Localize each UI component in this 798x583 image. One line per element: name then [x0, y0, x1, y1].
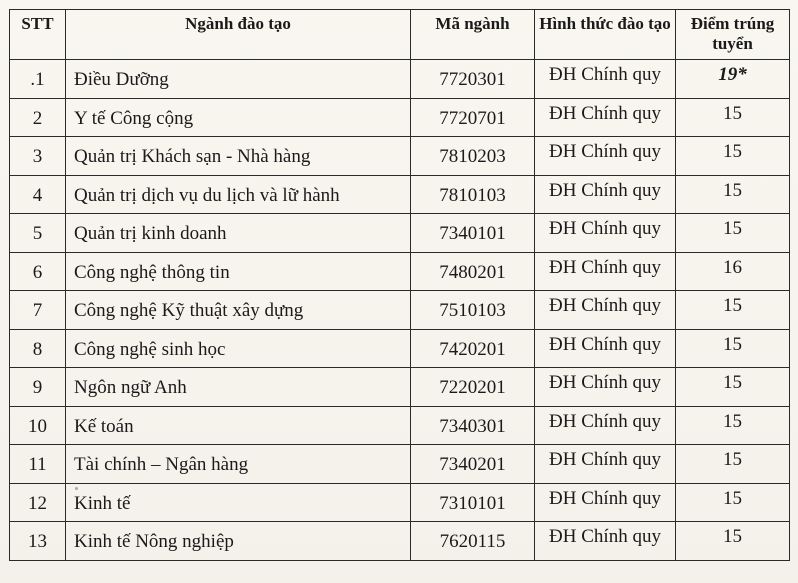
row-stt-cell: 6: [10, 252, 66, 291]
table-row: [10, 175, 790, 214]
table-body: [10, 60, 790, 561]
row-admission-score-cell: 15: [676, 214, 790, 253]
table-row: [10, 406, 790, 445]
row-admission-score-cell: 15: [676, 329, 790, 368]
row-training-form-cell: ĐH Chính quy: [535, 214, 676, 253]
row-admission-score-cell: 15: [676, 137, 790, 176]
row-admission-score-cell: 15: [676, 406, 790, 445]
table-row: [10, 483, 790, 522]
row-program-name-cell: Điều Dưỡng: [66, 60, 411, 99]
row-program-code-cell: 7340101: [411, 214, 535, 253]
table-row: [10, 445, 790, 484]
row-program-name-cell: Tài chính – Ngân hàng: [66, 445, 411, 484]
row-stt-cell: 4: [10, 175, 66, 214]
table-header-row: [10, 10, 790, 60]
row-program-code-cell: 7220201: [411, 368, 535, 407]
row-admission-score-cell: 15: [676, 483, 790, 522]
row-admission-score-cell: 15: [676, 175, 790, 214]
header-admission-score: Điểm trúng tuyển: [676, 10, 790, 60]
row-program-name-cell: Y tế Công cộng: [66, 98, 411, 137]
row-program-name-cell: Kế toán: [66, 406, 411, 445]
row-admission-score-cell: 15: [676, 98, 790, 137]
header-stt: STT: [10, 10, 66, 60]
row-stt-cell: 11: [10, 445, 66, 484]
row-program-code-cell: 7510103: [411, 291, 535, 330]
row-program-code-cell: 7340301: [411, 406, 535, 445]
row-training-form-cell: ĐH Chính quy: [535, 329, 676, 368]
row-program-code-cell: 7720301: [411, 60, 535, 99]
row-program-name-cell: Kinh tế: [66, 483, 411, 522]
row-program-code-cell: 7480201: [411, 252, 535, 291]
row-program-code-cell: 7720701: [411, 98, 535, 137]
header-program-name: Ngành đào tạo: [66, 10, 411, 60]
row-program-name-cell: Quản trị dịch vụ du lịch và lữ hành: [66, 175, 411, 214]
table-row: [10, 368, 790, 407]
row-stt-cell: 5: [10, 214, 66, 253]
row-stt-cell: 3: [10, 137, 66, 176]
row-program-name-cell: Ngôn ngữ Anh: [66, 368, 411, 407]
row-admission-score-cell: 19*: [676, 60, 790, 99]
row-stt-cell: .1: [10, 60, 66, 99]
header-program-code: Mã ngành: [411, 10, 535, 60]
row-stt-cell: 10: [10, 406, 66, 445]
row-program-name-cell: Quản trị Khách sạn - Nhà hàng: [66, 137, 411, 176]
table-row: [10, 137, 790, 176]
row-program-name-cell: Công nghệ thông tin: [66, 252, 411, 291]
row-program-code-cell: 7310101: [411, 483, 535, 522]
row-stt-cell: 12: [10, 483, 66, 522]
row-stt-cell: 9: [10, 368, 66, 407]
row-stt-cell: 2: [10, 98, 66, 137]
row-program-name-cell: Công nghệ Kỹ thuật xây dựng: [66, 291, 411, 330]
row-program-code-cell: 7620115: [411, 522, 535, 561]
row-admission-score-cell: 16: [676, 252, 790, 291]
row-training-form-cell: ĐH Chính quy: [535, 406, 676, 445]
row-admission-score-cell: 15: [676, 368, 790, 407]
row-stt-cell: 13: [10, 522, 66, 561]
table-row: [10, 291, 790, 330]
row-program-code-cell: 7810103: [411, 175, 535, 214]
row-training-form-cell: ĐH Chính quy: [535, 483, 676, 522]
table-row: [10, 522, 790, 561]
row-program-name-cell: Kinh tế Nông nghiệp: [66, 522, 411, 561]
table-row: [10, 214, 790, 253]
row-training-form-cell: ĐH Chính quy: [535, 445, 676, 484]
row-stt-cell: 8: [10, 329, 66, 368]
table-row: [10, 60, 790, 99]
row-admission-score-cell: 15: [676, 522, 790, 561]
row-training-form-cell: ĐH Chính quy: [535, 368, 676, 407]
row-program-name-cell: Quản trị kinh doanh: [66, 214, 411, 253]
table-row: [10, 252, 790, 291]
row-admission-score-cell: 15: [676, 445, 790, 484]
row-program-name-cell: Công nghệ sinh học: [66, 329, 411, 368]
row-program-code-cell: 7810203: [411, 137, 535, 176]
header-training-form: Hình thức đào tạo: [535, 10, 676, 60]
admission-score-table: [9, 9, 790, 561]
row-training-form-cell: ĐH Chính quy: [535, 137, 676, 176]
row-program-code-cell: 7340201: [411, 445, 535, 484]
paper-speck: [75, 487, 78, 490]
row-training-form-cell: ĐH Chính quy: [535, 252, 676, 291]
table-row: [10, 329, 790, 368]
row-stt-cell: 7: [10, 291, 66, 330]
table-row: [10, 98, 790, 137]
row-training-form-cell: ĐH Chính quy: [535, 291, 676, 330]
row-admission-score-cell: 15: [676, 291, 790, 330]
row-training-form-cell: ĐH Chính quy: [535, 98, 676, 137]
row-training-form-cell: ĐH Chính quy: [535, 60, 676, 99]
row-training-form-cell: ĐH Chính quy: [535, 522, 676, 561]
row-training-form-cell: ĐH Chính quy: [535, 175, 676, 214]
row-program-code-cell: 7420201: [411, 329, 535, 368]
